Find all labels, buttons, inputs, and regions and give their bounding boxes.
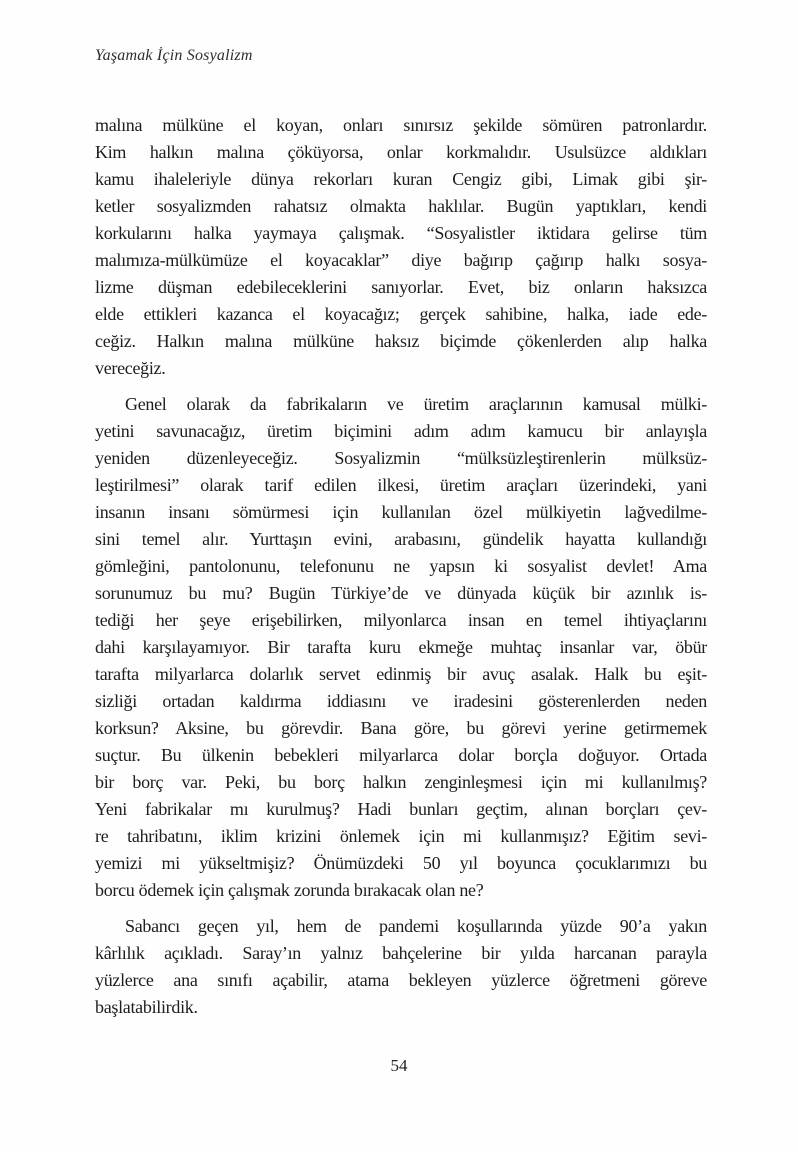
- text-line: malına mülküne el koyan, onları sınırsız şekilde sömüren patronlardır.: [95, 115, 707, 135]
- paragraph: [95, 391, 707, 904]
- page-number: 54: [390, 1056, 408, 1075]
- text-line: malımıza-mülkümüze el koyacaklar” diye bağırıp çağırıp halkı sosya-: [95, 250, 707, 270]
- text-line: Sabancı geçen yıl, hem de pandemi koşullarında yüzde 90’a yakın: [125, 916, 707, 936]
- text-line: Genel olarak da fabrikaların ve üretim araçlarının kamusal mülki-: [125, 394, 707, 414]
- text-line: Kim halkın malına çöküyorsa, onlar korkmalıdır. Usulsüzce aldıkları: [95, 142, 707, 162]
- text-line: sorunumuz bu mu? Bugün Türkiye’de ve dünyada küçük bir azınlık is-: [95, 583, 707, 603]
- text-line: elde ettikleri kazanca el koyacağız; gerçek sahibine, halka, iade ede-: [95, 304, 707, 324]
- paragraph: [95, 112, 707, 382]
- text-line: ketler sosyalizmden rahatsız olmakta haklılar. Bugün yaptıkları, kendi: [95, 196, 707, 216]
- text-line: ceğiz. Halkın malına mülküne haksız biçimde çökenlerden alıp halka: [95, 331, 707, 351]
- text-line: lizme düşman edebileceklerini sanıyorlar. Evet, biz onların haksızca: [95, 277, 707, 297]
- text-line: korksun? Aksine, bu görevdir. Bana göre, bu görevi yerine getirmemek: [95, 718, 707, 738]
- text-line: Yeni fabrikalar mı kurulmuş? Hadi bunları geçtim, alınan borçları çev-: [95, 799, 707, 819]
- text-line: tarafta milyarlarca dolarlık servet edinmiş bir avuç asalak. Halk bu eşit-: [95, 664, 707, 684]
- text-line: başlatabilirdik.: [95, 997, 198, 1017]
- running-header: Yaşamak İçin Sosyalizm: [95, 47, 253, 64]
- text-line: korkularını halka yaymaya çalışmak. “Sosyalistler iktidara gelirse tüm: [95, 223, 707, 243]
- text-line: tediği her şeye erişebilirken, milyonlarca insan en temel ihtiyaçlarını: [95, 610, 707, 630]
- text-line: yetini savunacağız, üretim biçimini adım adım kamucu bir anlayışla: [95, 421, 707, 441]
- text-line: sizliği ortadan kaldırma iddiasını ve iradesini gösterenlerden neden: [95, 691, 707, 711]
- text-line: yemizi mi yükseltmişiz? Önümüzdeki 50 yıl boyunca çocuklarımızı bu: [95, 853, 707, 873]
- text-line: sini temel alır. Yurttaşın evini, arabasını, gündelik hayatta kullandığı: [95, 529, 707, 549]
- text-line: suçtur. Bu ülkenin bebekleri milyarlarca dolar borçla doğuyor. Ortada: [95, 745, 707, 765]
- text-line: gömleğini, pantolonunu, telefonunu ne yapsın ki sosyalist devlet! Ama: [95, 556, 707, 576]
- text-line: kârlılık açıkladı. Saray’ın yalnız bahçelerine bir yılda harcanan parayla: [95, 943, 707, 963]
- text-line: re tahribatını, iklim krizini önlemek için mi kullanmışız? Eğitim sevi-: [95, 826, 707, 846]
- text-line: kamu ihaleleriyle dünya rekorları kuran Cengiz gibi, Limak gibi şir-: [95, 169, 707, 189]
- body-text: [95, 112, 707, 1021]
- text-line: leştirilmesi” olarak tarif edilen ilkesi, üretim araçları üzerindeki, yani: [95, 475, 707, 495]
- text-line: insanın insanı sömürmesi için kullanılan özel mülkiyetin lağvedilme-: [95, 502, 707, 522]
- text-line: yeniden düzenleyeceğiz. Sosyalizmin “mülksüzleştirenlerin mülksüz-: [95, 448, 707, 468]
- text-line: yüzlerce ana sınıfı açabilir, atama bekleyen yüzlerce öğretmeni göreve: [95, 970, 707, 990]
- text-line: bir borç var. Peki, bu borç halkın zenginleşmesi için mi kullanılmış?: [95, 772, 707, 792]
- text-line: borcu ödemek için çalışmak zorunda bırakacak olan ne?: [95, 880, 484, 900]
- text-line: vereceğiz.: [95, 358, 166, 378]
- paragraph: [95, 913, 707, 1021]
- text-line: dahi karşılayamıyor. Bir tarafta kuru ekmeğe muhtaç insanlar var, öbür: [95, 637, 707, 657]
